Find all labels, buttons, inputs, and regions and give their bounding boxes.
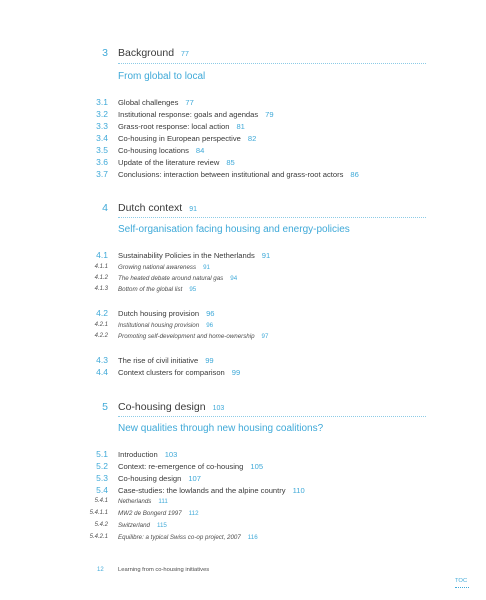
toc-entry[interactable] xyxy=(118,134,256,143)
toc-entry[interactable] xyxy=(118,462,263,471)
toc-entry-page: 99 xyxy=(231,368,241,377)
chapter-title[interactable] xyxy=(118,47,189,59)
section-number: 4.3 xyxy=(96,355,108,365)
toc-entry-text: Context clusters for comparison xyxy=(118,368,225,377)
section-number: 3.5 xyxy=(96,145,108,155)
toc-link-underline xyxy=(455,587,469,588)
toc-subentry[interactable] xyxy=(118,286,196,293)
subsection-number: 4.1.3 xyxy=(94,286,108,292)
toc-subentry-page: 94 xyxy=(230,275,238,282)
toc-subentry[interactable] xyxy=(118,275,237,282)
toc-subentry-text: Institutional housing provision xyxy=(118,322,200,329)
toc-entry-text: Dutch housing provision xyxy=(118,309,200,318)
subsection-number: 4.1.1 xyxy=(94,264,108,270)
subsection-number: 5.4.1.1 xyxy=(89,510,108,516)
toc-entry[interactable] xyxy=(118,110,274,119)
toc-entry-text: Update of the literature review xyxy=(118,158,220,167)
toc-entry-text: Case-studies: the lowlands and the alpine country xyxy=(118,486,286,495)
toc-entry[interactable] xyxy=(118,146,204,155)
toc-entry-text: Co-housing locations xyxy=(118,146,189,155)
toc-subentry-text: Netherlands xyxy=(118,498,152,505)
subsection-number: 5.4.1 xyxy=(94,498,108,504)
chapter-title[interactable] xyxy=(118,202,197,214)
section-number: 3.3 xyxy=(96,121,108,131)
chapter-title[interactable] xyxy=(118,401,224,413)
subsection-number: 5.4.2 xyxy=(94,522,108,528)
toc-subentry-page: 116 xyxy=(247,534,258,541)
section-number: 5.1 xyxy=(96,449,108,459)
chapter-title-text: Co-housing design xyxy=(118,401,206,413)
toc-subentry-page: 111 xyxy=(158,498,168,505)
toc-subentry-text: The heated debate around natural gas xyxy=(118,275,224,282)
toc-entry-text: Co-housing design xyxy=(118,474,182,483)
chapter-page: 103 xyxy=(212,405,225,412)
toc-subentry[interactable] xyxy=(118,498,168,505)
toc-entry-page: 82 xyxy=(247,134,257,143)
chapter-number: 4 xyxy=(102,202,108,214)
chapter-subtitle: Self-organisation facing housing and energy-policies xyxy=(118,224,350,235)
section-number: 5.3 xyxy=(96,473,108,483)
toc-entry-text: Global challenges xyxy=(118,98,179,107)
toc-entry-page: 96 xyxy=(206,309,215,318)
toc-subentry[interactable] xyxy=(118,510,199,517)
section-number: 3.6 xyxy=(96,157,108,167)
toc-entry[interactable] xyxy=(118,309,215,318)
subsection-number: 4.1.2 xyxy=(94,275,108,281)
toc-entry[interactable] xyxy=(118,98,194,107)
chapter-rule xyxy=(118,63,426,64)
toc-entry-page: 85 xyxy=(226,158,235,167)
toc-entry-text: The rise of civil initiative xyxy=(118,356,199,365)
toc-subentry-page: 115 xyxy=(156,522,167,529)
section-number: 5.4 xyxy=(96,485,108,495)
toc-entry-text: Sustainability Policies in the Netherlands xyxy=(118,251,255,260)
toc-entry-text: Introduction xyxy=(118,450,158,459)
toc-subentry[interactable] xyxy=(118,322,213,329)
toc-entry-page: 84 xyxy=(195,146,205,155)
footer-page-number: 12 xyxy=(97,567,104,573)
toc-entry[interactable] xyxy=(118,158,235,167)
toc-entry-page: 86 xyxy=(350,170,359,179)
chapter-title-text: Background xyxy=(118,47,175,59)
toc-entry-page: 81 xyxy=(236,122,245,131)
subsection-number: 4.2.2 xyxy=(94,333,108,339)
toc-subentry-page: 95 xyxy=(189,286,197,293)
toc-entry[interactable] xyxy=(118,170,359,179)
section-number: 4.1 xyxy=(96,250,108,260)
footer-title: Learning from co-housing initiatives xyxy=(118,567,210,573)
chapter-number: 3 xyxy=(102,47,108,59)
chapter-page: 91 xyxy=(189,206,197,213)
toc-subentry[interactable] xyxy=(118,333,268,340)
section-number: 3.1 xyxy=(96,97,108,107)
toc-link[interactable]: TOC xyxy=(455,578,468,584)
section-number: 3.4 xyxy=(96,133,108,143)
chapter-rule xyxy=(118,217,426,218)
toc-entry[interactable] xyxy=(118,251,270,260)
toc-subentry-text: Equilibre: a typical Swiss co-op project, 2007 xyxy=(118,534,241,541)
toc-subentry-page: 97 xyxy=(261,333,269,340)
toc-entry-text: Co-housing in European perspective xyxy=(118,134,241,143)
section-number: 4.2 xyxy=(96,308,108,318)
toc-subentry-text: Promoting self-development and home-ownership xyxy=(118,333,255,340)
section-number: 5.2 xyxy=(96,461,108,471)
chapter-subtitle: New qualities through new housing coalitions? xyxy=(118,423,324,434)
toc-entry-page: 107 xyxy=(188,474,201,483)
toc-entry-page: 91 xyxy=(261,251,271,260)
section-number: 3.7 xyxy=(96,169,108,179)
toc-entry-page: 103 xyxy=(164,450,178,459)
toc-subentry-page: 96 xyxy=(206,322,214,329)
toc-subentry[interactable] xyxy=(118,264,210,271)
toc-entry-text: Context: re-emergence of co-housing xyxy=(118,462,244,471)
toc-entry[interactable] xyxy=(118,122,245,131)
toc-subentry-text: Switzerland xyxy=(118,522,150,529)
toc-subentry-text: Bottom of the global list xyxy=(118,286,183,293)
chapter-number: 5 xyxy=(102,401,108,413)
toc-subentry-page: 91 xyxy=(203,264,210,271)
toc-entry-text: Institutional response: goals and agendas xyxy=(118,110,259,119)
section-number: 4.4 xyxy=(96,367,108,377)
toc-entry-page: 105 xyxy=(250,462,264,471)
toc-entry-page: 79 xyxy=(265,110,274,119)
subsection-number: 5.4.2.1 xyxy=(89,534,108,540)
toc-entry[interactable] xyxy=(118,450,177,459)
toc-subentry-text: Growing national awareness xyxy=(118,264,197,271)
toc-entry[interactable] xyxy=(118,356,214,365)
toc-entry-page: 99 xyxy=(205,356,214,365)
toc-subentry[interactable] xyxy=(118,522,167,529)
toc-entry-text: Grass-root response: local action xyxy=(118,122,230,131)
chapter-title-text: Dutch context xyxy=(118,202,183,214)
toc-entry-page: 110 xyxy=(292,486,305,495)
chapter-subtitle: From global to local xyxy=(118,71,206,82)
toc-entry-text: Conclusions: interaction between institutional and grass-root actors xyxy=(118,170,344,179)
chapter-page: 77 xyxy=(181,51,189,58)
toc-entry[interactable] xyxy=(118,474,201,483)
chapter-rule xyxy=(118,416,426,417)
toc-entry[interactable] xyxy=(118,368,240,377)
toc-entry-page: 77 xyxy=(185,98,194,107)
section-number: 3.2 xyxy=(96,109,108,119)
subsection-number: 4.2.1 xyxy=(94,322,108,328)
toc-subentry-text: MW2 de Bongerd 1997 xyxy=(118,510,182,517)
toc-subentry-page: 112 xyxy=(188,510,199,517)
toc-entry[interactable] xyxy=(118,486,305,495)
toc-subentry[interactable] xyxy=(118,534,258,541)
